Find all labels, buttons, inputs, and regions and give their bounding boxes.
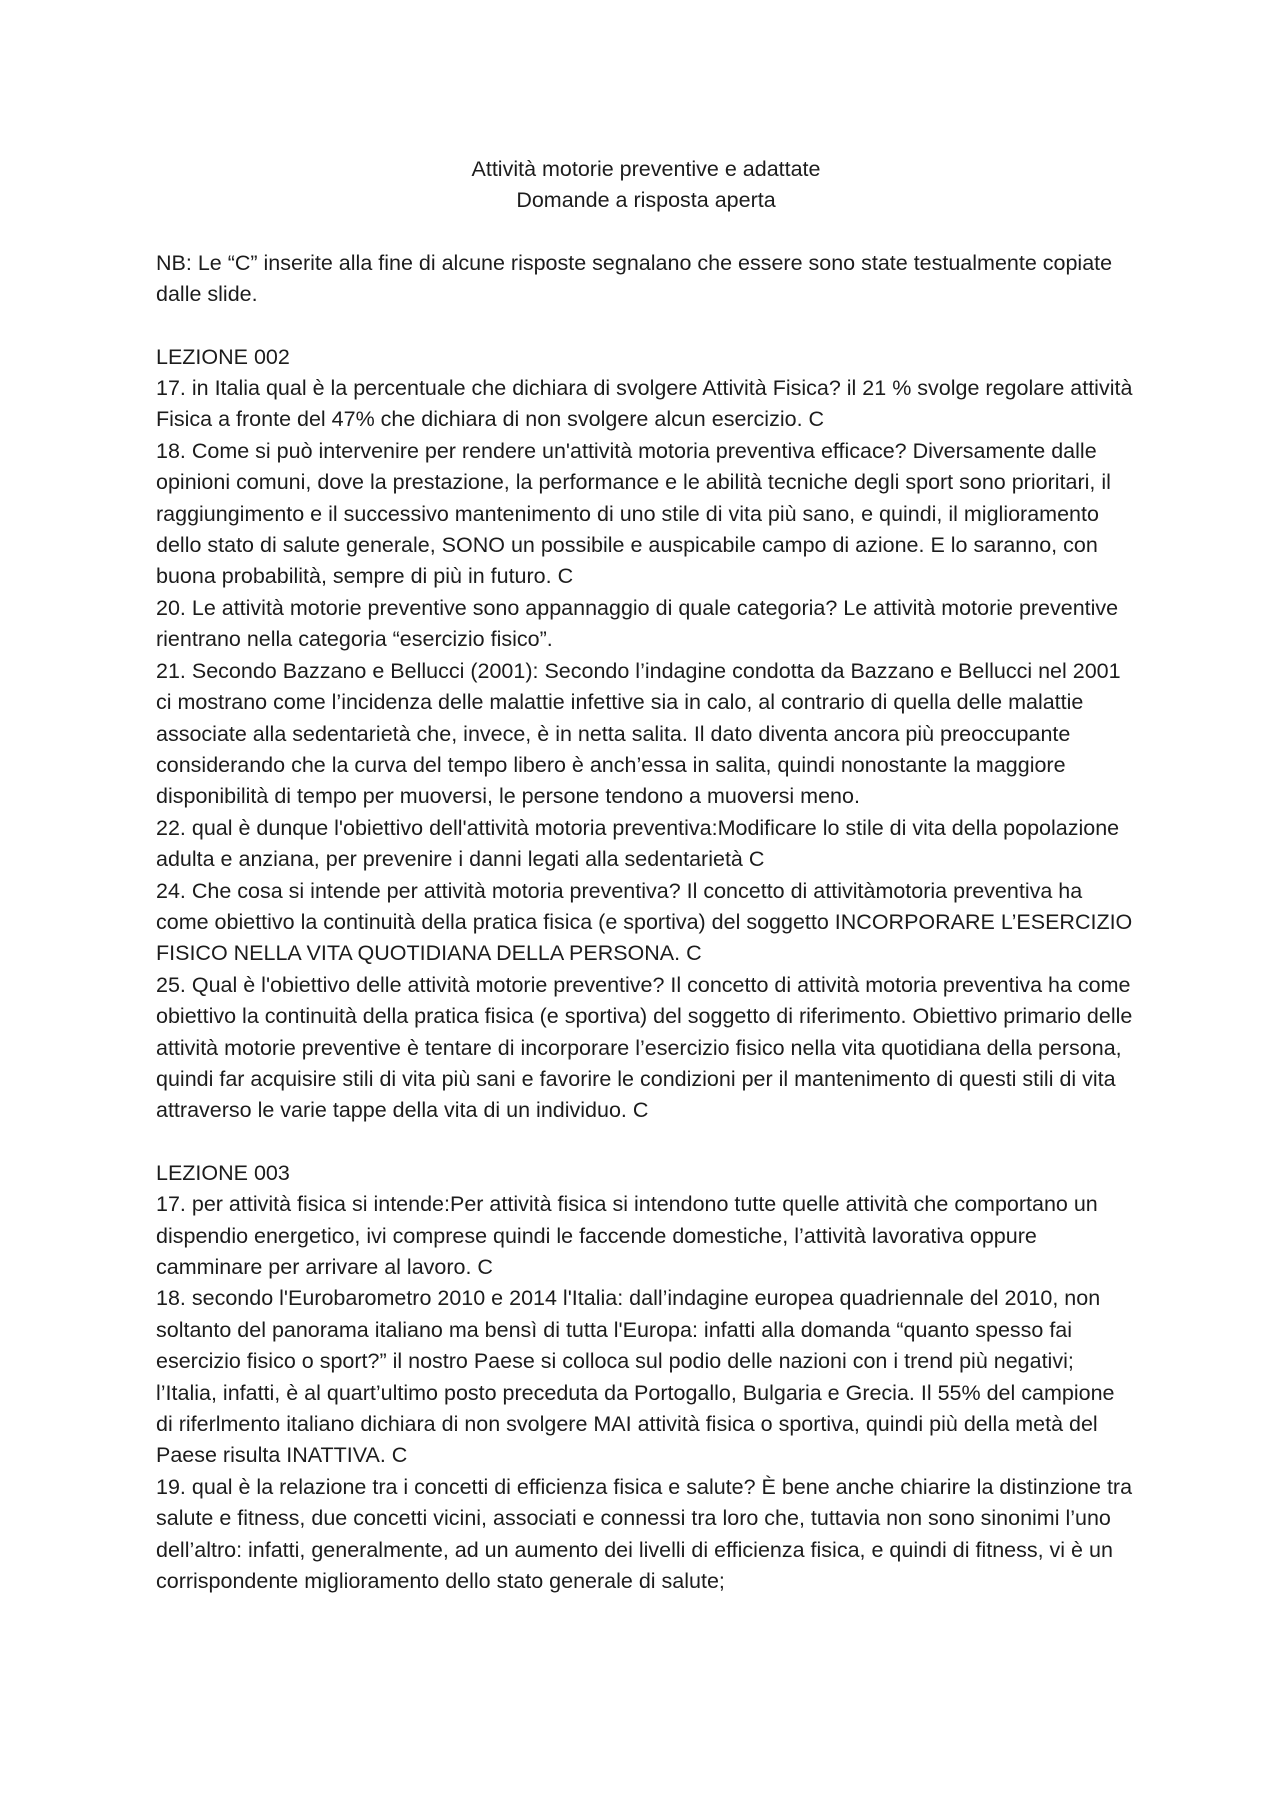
document-subtitle: Domande a risposta aperta [516, 188, 776, 213]
document-page [156, 154, 1136, 1628]
question-item: 22. qual è dunque l'obiettivo dell'attività motoria preventiva:Modificare lo stile di vita della popolazione adulta e anziana, per prevenire i danni legati alla sedentarietà C [156, 815, 1120, 872]
question-item: 17. per attività fisica si intende:Per attività fisica si intendono tutte quelle attività che comportano un dispendio energetico, ivi comprese quindi le faccende domestiche, l’attività lavorativa oppure camminare per arrivare al lavoro. C [156, 1192, 1098, 1279]
section-title: LEZIONE 003 [156, 1160, 290, 1185]
question-item: 19. qual è la relazione tra i concetti di efficienza fisica e salute? È bene anche chiarire la distinzione tra salute e fitness, due concetti vicini, associati e connessi tra loro che, tuttavia non sono sinonimi l’uno dell’altro: infatti, generalmente, ad un aumento dei livelli di efficienza fisica, e quindi di fitness, vi è un corrispondente miglioramento dello stato generale di salute; [156, 1474, 1133, 1594]
section-title: LEZIONE 002 [156, 344, 290, 369]
section-lezione-003 [156, 1158, 1136, 1598]
document-title: Attività motorie preventive e adattate [471, 157, 821, 181]
question-item: 25. Qual è l'obiettivo delle attività motorie preventive? Il concetto di attività motoria preventiva ha come obiettivo la continuità della pratica fisica (e sportiva) del soggetto di riferimento. Obiettivo primario delle attività motorie preventive è tentare di incorporare l’esercizio fisico nella vita quotidiana della persona, quindi far acquisire stili di vita più sani e favorire le condizioni per il mantenimento di questi stili di vita attraverso le varie tappe della vita di un individuo. C [156, 972, 1133, 1123]
question-item: 20. Le attività motorie preventive sono appannaggio di quale categoria? Le attività motorie preventive rientrano nella categoria “esercizio fisico”. [156, 595, 1119, 652]
question-item: 21. Secondo Bazzano e Bellucci (2001): Secondo l’indagine condotta da Bazzano e Bellucci nel 2001 ci mostrano come l’incidenza delle malattie infettive sia in calo, al contrario di quella delle malattie associate alla sedentarietà che, invece, è in netta salita. Il dato diventa ancora più preoccupante considerando che la curva del tempo libero è anch’essa in salita, quindi nonostante la maggiore disponibilità di tempo per muoversi, le persone tendono a muoversi meno. [156, 658, 1121, 809]
question-item: 24. Che cosa si intende per attività motoria preventiva? Il concetto di attivitàmotoria preventiva ha come obiettivo la continuità della pratica fisica (e sportiva) del soggetto INCORPORARE L’ESERCIZIO FISICO NELLA VITA QUOTIDIANA DELLA PERSONA. C [156, 878, 1133, 966]
section-lezione-002 [156, 342, 1136, 1127]
question-item: 17. in Italia qual è la percentuale che dichiara di svolgere Attività Fisica? il 21 % svolge regolare attività Fisica a fronte del 47% che dichiara di non svolgere alcun esercizio. C [156, 376, 1133, 432]
question-item: 18. Come si può intervenire per rendere un'attività motoria preventiva efficace? Diversamente dalle opinioni comuni, dove la prestazione, la performance e le abilità tecniche degli sport sono prioritari, il raggiungimento e il successivo mantenimento di uno stile di vita più sano, e quindi, il miglioramento dello stato di salute generale, SONO un possibile e auspicabile campo di azione. E lo saranno, con buona probabilità, sempre di più in futuro. C [156, 438, 1111, 589]
question-item: 18. secondo l'Eurobarometro 2010 e 2014 l'Italia: dall’indagine europea quadriennale del 2010, non soltanto del panorama italiano ma bensì di tutta l'Europa: infatti alla domanda “quanto spesso fai esercizio fisico o sport?” il nostro Paese si colloca sul podio delle nazioni con i trend più negativi; l’Italia, infatti, è al quart’ultimo posto preceduta da Portogallo, Bulgaria e Grecia. Il 55% del campione di riferlmento italiano dichiara di non svolgere MAI attività fisica o sportiva, quindi più della metà del Paese risulta INATTIVA. C [156, 1286, 1115, 1468]
title-block [156, 154, 1136, 217]
note-paragraph: NB: Le “C” inserite alla fine di alcune risposte segnalano che essere sono state testualmente copiate dalle slide. [156, 250, 1113, 307]
